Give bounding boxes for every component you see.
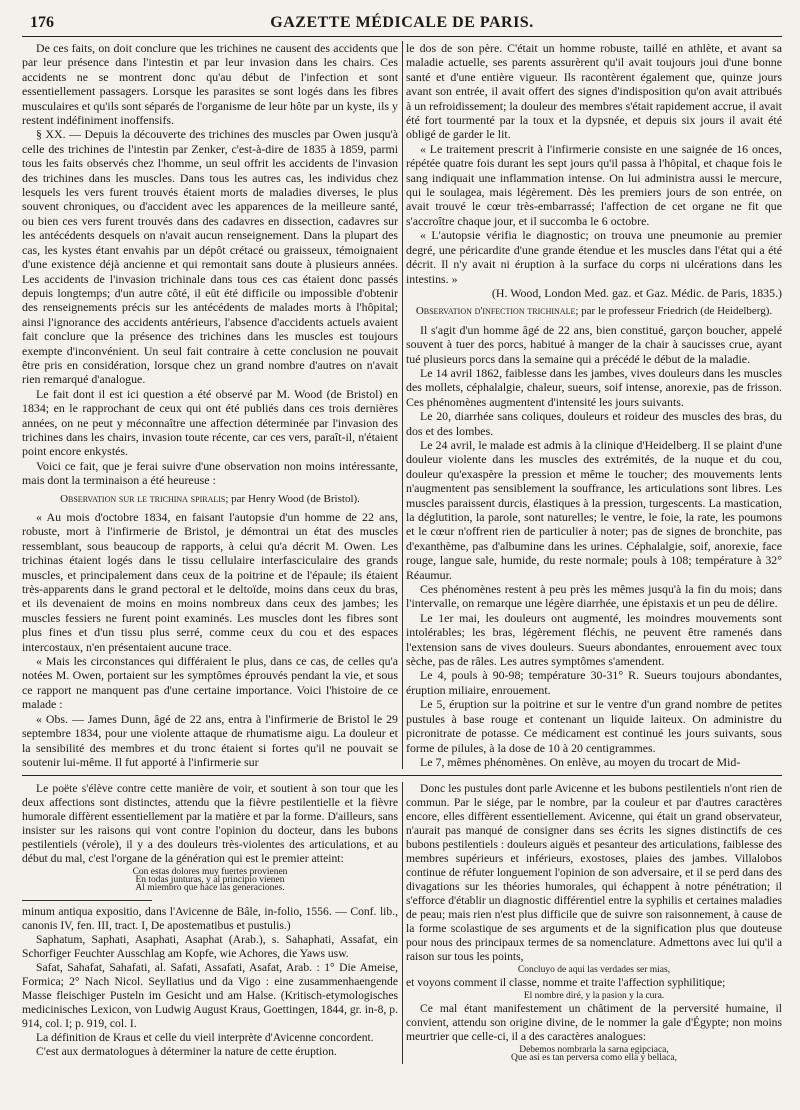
observation-heading: Observation sur le trichina spiralis; par Henry Wood (de Bristol).: [60, 492, 360, 505]
paragraph: « Obs. — James Dunn, âgé de 22 ans, entra à l'infirmerie de Bristol le 29 septembre 1834, pour une violente attaque de rhumatisme aigu. La douleur et la sensibilité des membres et du tronc étaient si fortes qu'il ne pouvait se soutenir lui-même. Il fut apporté à l'infirmerie sur: [22, 711, 398, 769]
feuilleton-divider: [22, 775, 782, 776]
paragraph: Le 20, diarrhée sans coliques, douleurs et roideur des muscles des bras, du dos et des lombes.: [406, 409, 782, 438]
column-separator: [402, 782, 403, 1064]
paragraph: Ce mal étant manifestement un châtiment de la perversité humaine, il convient, attendu son origine divine, de le nommer la gale d'Égypte; non moins meurtrier que celle-ci, il a des caractères analogues:: [406, 1002, 782, 1044]
column-separator: [402, 41, 403, 769]
paragraph: Ces phénomènes restent à peu près les mêmes jusqu'à la fin du mois; dans l'intervalle, on remarque une légère diarrhée, une épistaxis et un peu de délire.: [406, 582, 782, 611]
feuilleton-right-column: [406, 782, 782, 1064]
paragraph: La définition de Kraus et celle du vieil interprète d'Avicenne concordent.: [36, 1031, 374, 1045]
paragraph: § XX. — Depuis la découverte des trichines des muscles par Owen jusqu'à celle des trichines de l'intestin par Zenker, c'est-à-dire de 1835 à 1859, parmi tous les faits observés chez l'homme, un seul offrit les accidents de l'invasion des trichines dans les muscles. Dans tous les autres cas, les individus chez lesquels les vers furent trouvés étaient morts de maladies diverses, le plus souvent chroniques, ou d'accident avec les apparences de la meilleure santé, ou bien ces vers furent trouvés dans des cadavres en dissection, cadavres sur les antécédents desquels on n'avait aucun renseignement. Dans la plupart des cas, les kystes étant envahis par un dépôt crétacé ou graisseux, témoignaient d'une existence déjà ancienne et qui remontait sans doute à plusieurs années. Les accidents de l'invasion trichinale dans tous ces cas étaient donc passés depuis longtemps; d'un autre côté, il eût été difficile ou impossible d'obtenir des renseignements précis sur les antécédents de malades morts à l'hôpital; ainsi l'ignorance des accidents antérieurs, l'absence d'accidents actuels avaient fait conclure que la présence des trichines dans les muscles est toujours exempte d'inconvénient. Un seul fait contraire à cette conclusion ne pouvait être pris en considération, lorsque chez un grand nombre d'autres on n'avait rien remarqué d'analogue.: [22, 127, 398, 387]
paragraph: De ces faits, on doit conclure que les trichines ne causent des accidents que par leur présence dans l'intestin et par leur invasion dans les chairs. Ces accidents ne se montrent donc qu'au début de l'infection et sont essentiellement passagers. Lorsque les parasites se sont logés dans les fibres musculaires et qu'ils sont séparés de l'organisme de leur hôte par un kyste, ils y restent indéfiniment inoffensifs.: [22, 41, 398, 128]
verse-line: El nombre diré, y la pasion y la cura.: [523, 991, 665, 1002]
citation: (H. Wood, London Med. gaz. et Gaz. Médic. de Paris, 1835.): [491, 285, 782, 300]
feuilleton-left-column: [22, 782, 398, 1064]
footnote-rule: [22, 900, 152, 901]
journal-title: GAZETTE MÉDICALE DE PARIS.: [270, 14, 534, 31]
verse-line: En todas junturas, y al principio vienen: [135, 875, 285, 886]
paragraph: « Le traitement prescrit à l'infirmerie consiste en une saignée de 16 onces, répétée quatre fois durant les sept jours qu'il passa à l'hôpital, et chaque fois le sang indiquait une inflammation intense. On lui administra aussi le mercure, qui le soulagea, mais légèrement. Dès les premiers jours de son entrée, on avait trouvé le cœur très-embarrassé; l'affection de cet organe ne fit que s'accroître chaque jour, et il succomba le 6 octobre.: [406, 141, 782, 228]
paragraph: et voyons comment il classe, nomme et traite l'affection syphilitique;: [406, 976, 726, 990]
left-column: [22, 41, 398, 769]
page-number: 176: [30, 14, 54, 31]
paragraph: Le 5, éruption sur la poitrine et sur le ventre d'un grand nombre de petites pustules à base rouge et contenant un liquide laiteux. On administre du picronitrate de potasse. Ce médicament est continué les jours suivants, sous forme de pilules, à la dose de 10 à 20 centigrammes.: [406, 697, 782, 755]
verse-line: Que asi es tan perversa como ella y bellaca,: [511, 1053, 677, 1064]
feuilleton-columns: [22, 782, 782, 1064]
paragraph: Il s'agit d'un homme âgé de 22 ans, bien constitué, garçon boucher, appelé souvent à tuer des porcs, habitué à manger de la chair à saucisses crue, ayant tué plusieurs porcs dans la semaine qui a précédé le début de la maladie.: [406, 322, 782, 366]
paragraph: Donc les pustules dont parle Avicenne et les bubons pestilentiels n'ont rien de commun. Par le siége, par le nombre, par la couleur et par d'autres caractères encore, elles diffèrent essentiellement. Avicenne, qui était un grand observateur, n'aurait pas manqué de consigner dans ses écrits les signes distinctifs de ces bubons pestilentiels : douleurs aiguës et pesanteur des articulations, faiblesse des membres supérieurs et inférieurs, exostoses, plaies des jambes. Villalobos continue de réfuter longuement l'opinion de son adversaire, et il se perd dans des divagations sur les théories humorales, qui échappent à notre pénétration; il s'efforce d'établir un diagnostic différentiel entre la syphilis et certaines maladies de peau; mais rien n'est plus difficile que de suivre son raisonnement, à cause de la forme scolastique de ses arguments et de la signification plus que douteuse pour nous des principaux termes de sa nomenclature. Admettons avec lui qu'il a raison sur tous les points,: [406, 782, 782, 964]
paragraph: Le 14 avril 1862, faiblesse dans les jambes, vives douleurs dans les muscles des mollets, céphalalgie, chaleur, sueurs, soif intense, anorexie, pas de frisson. Ces phénomènes augmentent d'intensité les jours suivants.: [406, 365, 782, 409]
paragraph: « Au mois d'octobre 1834, en faisant l'autopsie d'un homme de 22 ans, robuste, mort à l'infirmerie de Bristol, je démontrai un état des muscles ressemblant, sous beaucoup de rapports, à celui qu'a décrit M. Owen. Les trichinas étaient logés dans le tissu cellulaire interfasciculaire des grands muscles, et principalement dans ceux de la poitrine et de l'épaule; ils étaient très-apparents dans le grand pectoral et le deltoïde, moins dans ceux du bras, et ils devenaient de moins en moins nombreux dans ceux des jambes; les muscles fessiers ne furent point examinés. Les muscles dont les fibres sont plus fines et d'un tissu plus serré, comme ceux du cou et des espaces intercostaux, n'en présentaient aucune trace.: [22, 510, 398, 654]
paragraph: Le fait dont il est ici question a été observé par M. Wood (de Bristol) en 1834; en le rapprochant de ceux qui ont été publiés dans ces trois dernières années, on ne peut y méconnaître une affection déterminée par l'invasion des trichines dans les chairs, invasion toute récente, car ces vers, paraît-il, n'étaient point encore enkystés.: [22, 386, 398, 459]
paragraph: Saphatum, Saphati, Asaphati, Asaphat (Arab.), s. Sahaphati, Assafat, ein Schorfiger Feuchter Ausschlag am Kopfe, wie Achores, die Yaws usw.: [22, 933, 398, 961]
paragraph: Le poëte s'élève contre cette manière de voir, et soutient à son tour que les deux affections sont distinctes, attendu que la fièvre pestilentielle et la fièvre humorale diffèrent essentiellement par la matière et par la forme. D'ailleurs, sans insister sur les raisons qui vont contre l'opinion du docteur, dans les bubons pestilentiels (vérole), il y a des douleurs très-violentes des articulations, et au début du mal, c'est l'organe de la génération qui est le premier atteint:: [22, 782, 398, 866]
paragraph: Le 4, pouls à 90-98; température 30-31° R. Sueurs toujours abondantes, éruption miliaire, enrouement.: [406, 668, 782, 697]
right-column: [406, 41, 782, 769]
paragraph: Voici ce fait, que je ferai suivre d'une observation non moins intéressante, mais dont la terminaison a été heureuse :: [22, 458, 398, 488]
paragraph: minum antiqua expositio, dans l'Avicenne de Bâle, in-folio, 1556. — Conf. lib., canonis IV, fen. III, tract. I, De apostematibus et pustulis.): [22, 905, 398, 933]
paragraph: « L'autopsie vérifia le diagnostic; on trouva une pneumonie au premier degré, une péricardite d'une grande étendue et les muscles dans l'état qui a été décrit. Il n'y avait ni éruption à la surface du corps ni ulcérations dans les intestins. »: [406, 228, 782, 286]
verse-line: Concluyo de aqui las verdades ser mias,: [517, 965, 671, 976]
paragraph: Le 24 avril, le malade est admis à la clinique d'Heidelberg. Il se plaint d'une douleur violente dans les muscles des extrémités, de la nuque et du cou, douleur qu'exaspère la pression et même le toucher; des mouvements lents n'augmentent pas sensiblement la souffrance, les articulations sont libres. Les muscles paraissent durcis, élastiques à la pression, turgescents. La mastication, la déglutition, la parole, sont naturelles; le ventre, le foie, la rate, les poumons et le cœur n'offrent rien de particulier à noter; pas de signes de bronchite, pas d'exanthème, pas d'albumine dans les urines. Céphalalgie, soif, anorexie, face rouge, langue sale, humide, du reste normale; pouls à 108; température à 32° Réaumur.: [406, 437, 782, 582]
verse-line: Con estas dolores muy fuertes provienen: [132, 867, 288, 878]
article-columns: [22, 41, 782, 769]
observation-heading: Observation d'infection trichinale; par le professeur Friedrich (de Heidelberg).: [415, 305, 773, 318]
page-header: [22, 8, 782, 37]
paragraph: Le 1er mai, les douleurs ont augmenté, les moindres mouvements sont intolérables; les bras, légèrement fléchis, ne peuvent être ramenés dans l'extension sans de vives douleurs. Sueurs abondantes, enrouement avec toux sèche, pas de râles. Les autres symptômes s'amendent.: [406, 610, 782, 669]
paragraph: Le 7, mêmes phénomènes. On enlève, au moyen du trocart de Mid-: [420, 754, 741, 769]
paragraph: Safat, Sahafat, Sahafati, al. Safati, Assafati, Asafat, Arab. : 1° Die Ameise, Formica; 2° Nach Nicol. Seyllatius und da Vigo : eine zusammenhaengende Masse fleischiger Pusteln im Gesicht und am Halse. (Kritisch-etymologisches medicinisches Lexicon, von Ludwig August Kraus, Goettingen, 1844, gr. in-8, p. 914, col. I; p. 919, col. I.: [22, 961, 398, 1031]
paragraph: C'est aux dermatologues à déterminer la nature de cette éruption.: [36, 1045, 337, 1059]
paragraph: le dos de son père. C'était un homme robuste, taillé en athlète, et avant sa maladie actuelle, ses parents assurèrent qu'il avait toujours joui d'une bonne santé et d'une entière vigueur. Ils racontèrent également que, quinze jours avant son entrée, il avait offert des signes d'indisposition qu'on avait attribués à un refroidissement; la douleur des membres s'était rapidement accrue, il avait été fort tourmenté par la toux et la dypsnée, et depuis six jours il avait été obligé de garder le lit.: [406, 41, 782, 142]
verse-line: Debemos nombrarla la sarna egipciaca,: [519, 1045, 669, 1056]
paragraph: « Mais les circonstances qui différaient le plus, dans ce cas, de celles qu'a notées M. Owen, portaient sur les symptômes éprouvés pendant la vie, et sous ce rapport ne manquent pas d'une certaine importance. Voici l'histoire de ce malade :: [22, 654, 398, 712]
verse-line: Al miembro que hace las generaciones.: [135, 883, 285, 894]
